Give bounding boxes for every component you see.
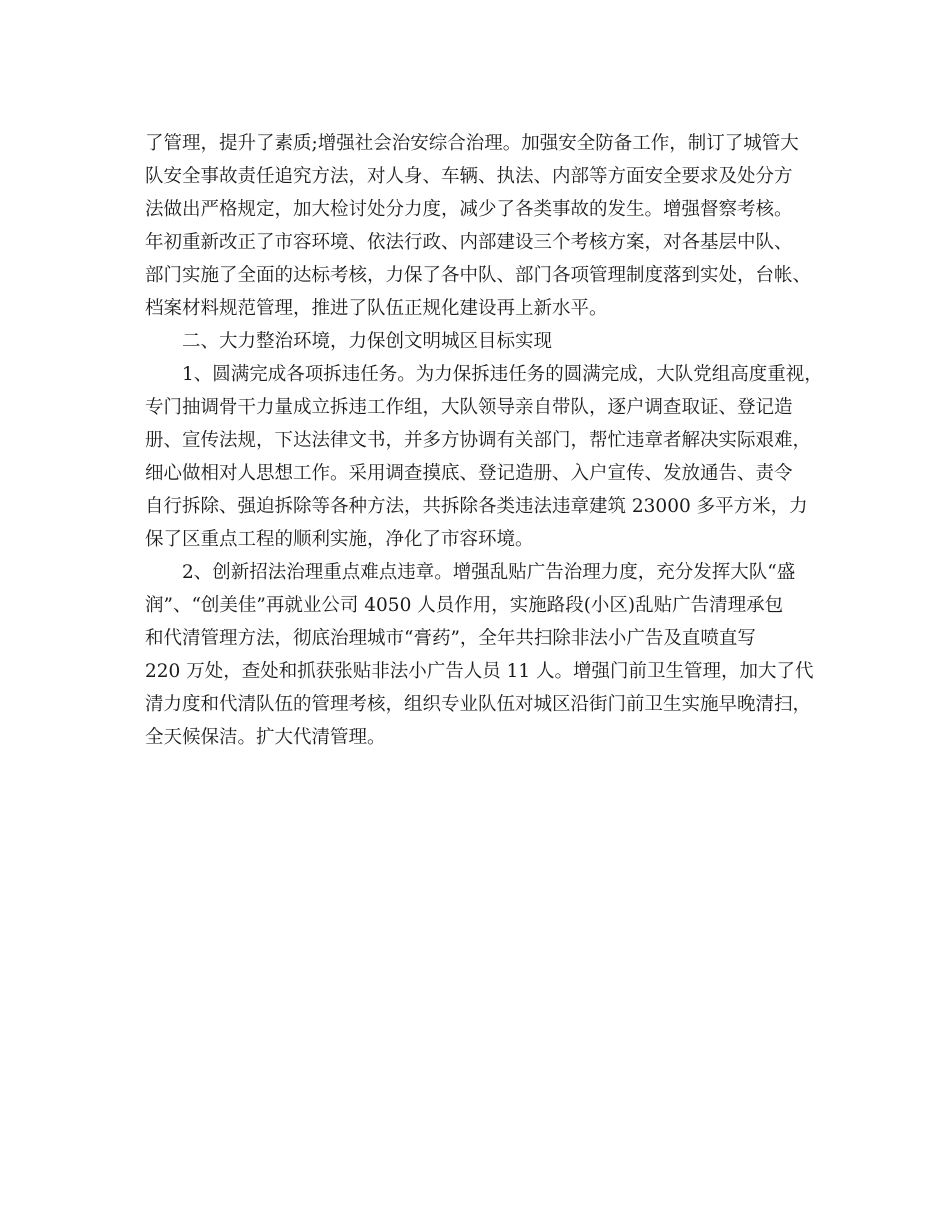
body-text-line: 1、圆满完成各项拆违任务。为力保拆违任务的圆满完成，大队党组高度重视， [182,364,823,385]
body-text-line: 专门抽调骨干力量成立拆违工作组，大队领导亲自带队，逐户调查取证、登记造 [145,397,793,418]
body-text-line: 册、宣传法规，下达法律文书，并多方协调有关部门，帮忙违章者解决实际艰难， [145,430,812,451]
section-heading: 二、大力整治环境，力保创文明城区目标实现 [182,331,553,352]
body-text-line: 队安全事故责任追究方法，对人身、车辆、执法、内部等方面安全要求及处分方 [145,166,793,187]
body-text-line: 和代清管理方法，彻底治理城市“膏药”，全年共扫除非法小广告及直喷直写 [145,628,756,649]
body-text-line: 年初重新改正了市容环境、依法行政、内部建设三个考核方案，对各基层中队、 [145,232,793,253]
body-text-line: 2、创新招法治理重点难点违章。增强乱贴广告治理力度，充分发挥大队“盛 [182,562,796,583]
body-text-line: 自行拆除、强迫拆除等各种方法，共拆除各类违法违章建筑 23000 多平方米，力 [145,496,808,517]
body-text-line: 了管理，提升了素质;增强社会治安综合治理。加强安全防备工作，制订了城管大 [145,133,799,154]
body-text-line: 清力度和代清队伍的管理考核，组织专业队伍对城区沿街门前卫生实施早晚清扫， [145,694,812,715]
body-text-line: 细心做相对人思想工作。采用调查摸底、登记造册、入户宣传、发放通告、责令 [145,463,793,484]
body-text-line: 法做出严格规定，加大检讨处分力度，减少了各类事故的发生。增强督察考核。 [145,199,793,220]
body-text-line: 档案材料规范管理，推进了队伍正规化建设再上新水平。 [145,298,608,319]
body-text-line: 全天候保洁。扩大代清管理。 [145,727,386,748]
body-text-line: 220 万处，查处和抓获张贴非法小广告人员 11 人。增强门前卫生管理，加大了代 [145,661,814,682]
body-text-line: 润”、“创美佳”再就业公司 4050 人员作用，实施路段(小区)乱贴广告清理承包 [145,595,784,616]
body-text-line: 保了区重点工程的顺利实施，净化了市容环境。 [145,529,534,550]
body-text-line: 部门实施了全面的达标考核，力保了各中队、部门各项管理制度落到实处，台帐、 [145,265,812,286]
